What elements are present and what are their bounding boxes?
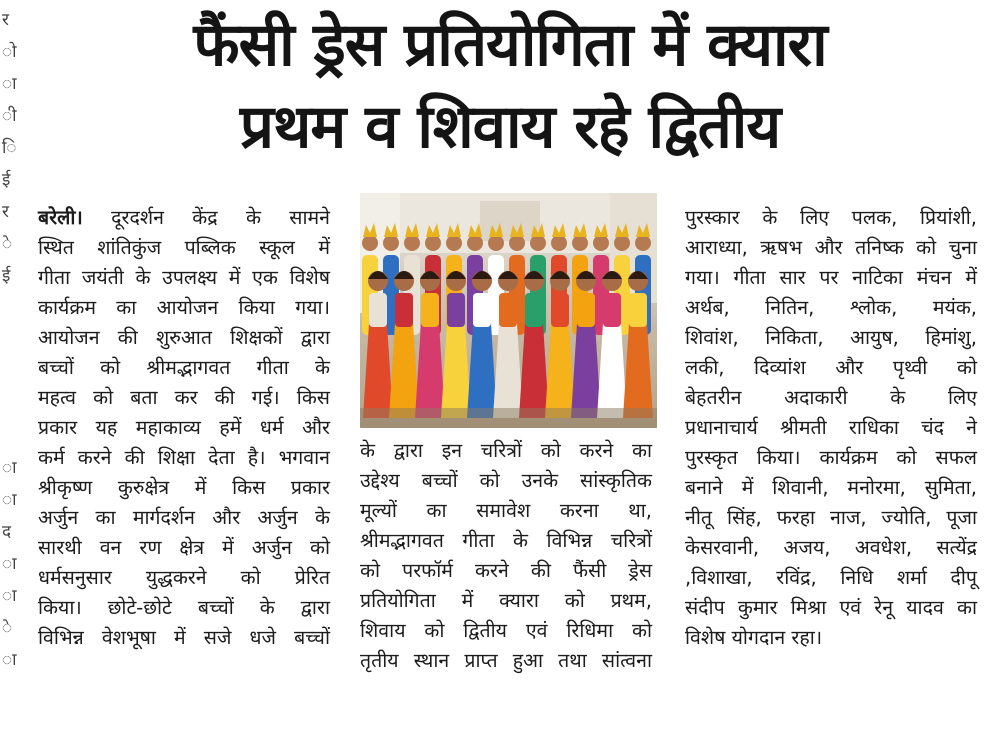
edge-glyph: ा bbox=[2, 490, 17, 510]
column-1-line: महत्व को बता कर की गई। किस bbox=[38, 386, 330, 409]
column-3-line: ,विशाखा, रविंद्र, निधि शर्मा दीपू bbox=[685, 566, 977, 589]
headline-line-2: प्रथम व शिवाय रहे द्वितीय bbox=[239, 92, 781, 162]
dateline: बरेली। bbox=[38, 206, 83, 229]
edge-glyph: ई bbox=[2, 266, 11, 286]
column-3-line: लकी, दिव्यांश और पृथ्वी को bbox=[685, 356, 977, 379]
edge-glyph: र bbox=[2, 10, 9, 30]
headline-line-1: फैंसी ड्रेस प्रतियोगिता में क्यारा bbox=[193, 10, 827, 80]
edge-glyph bbox=[0, 420, 22, 452]
column-2-line: तृतीय स्थान प्राप्त हुआ तथा सांत्वना bbox=[360, 649, 652, 672]
column-2-line: शिवाय को द्वितीय एवं रिधिमा को bbox=[360, 619, 652, 642]
column-1-line: विभिन्न वेशभूषा में सजे धजे बच्चों bbox=[38, 626, 330, 649]
edge-glyph: ा bbox=[2, 554, 17, 574]
column-2-line: उद्देश्य बच्चों को उनके सांस्कृतिक bbox=[360, 469, 652, 492]
article-column-1 bbox=[38, 203, 330, 653]
column-2-line: को परफॉर्म करने की फैंसी ड्रेस bbox=[360, 559, 652, 582]
column-1-line: दूरदर्शन केंद्र के सामने bbox=[82, 206, 330, 229]
edge-glyph: ई bbox=[2, 170, 11, 190]
edge-glyph: र bbox=[2, 202, 9, 222]
edge-glyph: ा bbox=[2, 74, 17, 94]
column-3-line: बेहतरीन अदाकारी के लिए bbox=[685, 386, 977, 409]
edge-glyph: े bbox=[2, 618, 13, 638]
column-2-line: श्रीमद्भागवत गीता के विभिन्न चरित्रों bbox=[360, 529, 652, 552]
column-3-line: अर्थब, नितिन, श्लोक, मयंक, bbox=[685, 296, 977, 319]
column-1-line: स्थित शांतिकुंज पब्लिक स्कूल में bbox=[38, 236, 330, 259]
edge-glyph: ा bbox=[2, 458, 17, 478]
edge-glyph bbox=[0, 324, 22, 356]
column-3-line: विशेष योगदान रहा। bbox=[685, 626, 823, 649]
column-2-line: प्रतियोगिता में क्यारा को प्रथम, bbox=[360, 589, 652, 612]
edge-glyph: द bbox=[2, 522, 12, 542]
column-3-line: पुरस्कृत किया। कार्यक्रम को सफल bbox=[685, 446, 977, 469]
column-1-line: गीता जयंती के उपलक्ष्य में एक विशेष bbox=[38, 266, 330, 289]
column-1-line: धर्मसनुसार युद्धकरने को प्रेरित bbox=[38, 566, 330, 589]
edge-glyph: ा bbox=[2, 650, 17, 670]
column-3-line: गया। गीता सार पर नाटिका मंचन में bbox=[685, 266, 977, 289]
column-1-line: बच्चों को श्रीमद्भागवत गीता के bbox=[38, 356, 330, 379]
page-edge-fragments bbox=[0, 0, 22, 730]
column-3-line: बनाने में शिवानी, मनोरमा, सुमिता, bbox=[685, 476, 977, 499]
column-1-line: अर्जुन का मार्गदर्शन और अर्जुन के bbox=[38, 506, 330, 529]
column-3-line: शिवांश, निकिता, आयुष, हिमांशु, bbox=[685, 326, 977, 349]
column-3-line: आराध्या, ऋषभ और तनिष्क को चुना bbox=[685, 236, 977, 259]
article-column-3 bbox=[685, 203, 977, 653]
children-costume-illustration bbox=[360, 193, 657, 428]
edge-glyph: ी bbox=[2, 106, 17, 126]
event-photo bbox=[360, 193, 657, 428]
child-figure bbox=[441, 271, 471, 418]
column-1-line: किया। छोटे-छोटे बच्चों के द्वारा bbox=[38, 596, 330, 619]
column-1-line: प्रकार यह महाकाव्य हमें धर्म और bbox=[38, 416, 330, 439]
column-1-line: श्रीकृष्ण कुरुक्षेत्र में किस प्रकार bbox=[38, 476, 330, 499]
headline bbox=[30, 4, 990, 168]
article-column-2 bbox=[360, 436, 652, 676]
column-1-line: कार्यक्रम का आयोजन किया गया। bbox=[38, 296, 330, 319]
edge-glyph bbox=[0, 292, 22, 324]
edge-glyph: ि bbox=[2, 138, 17, 158]
column-1-line: कर्म करने की शिक्षा देता है। भगवान bbox=[38, 446, 330, 469]
column-1-line: आयोजन की शुरुआत शिक्षकों द्वारा bbox=[38, 326, 330, 349]
edge-glyph bbox=[0, 356, 22, 388]
edge-glyph: े bbox=[2, 234, 13, 254]
column-3-line: संदीप कुमार मिश्रा एवं रेनू यादव का bbox=[685, 596, 977, 619]
column-3-line: पुरस्कार के लिए पलक, प्रियांशी, bbox=[685, 206, 977, 229]
edge-glyph bbox=[0, 388, 22, 420]
child-figure bbox=[545, 271, 575, 418]
column-2-line: मूल्यों का समावेश करना था, bbox=[360, 499, 652, 522]
column-3-line: प्रधानाचार्य श्रीमती राधिका चंद ने bbox=[685, 416, 977, 439]
column-3-line: केसरवानी, अजय, अवधेश, सत्येंद्र bbox=[685, 536, 977, 559]
edge-glyph: ा bbox=[2, 586, 17, 606]
column-1-line: सारथी वन रण क्षेत्र में अर्जुन को bbox=[38, 536, 330, 559]
column-3-line: नीतू सिंह, फरहा नाज, ज्योति, पूजा bbox=[685, 506, 977, 529]
column-2-line: के द्वारा इन चरित्रों को करने का bbox=[360, 439, 652, 462]
edge-glyph: ो bbox=[2, 42, 17, 62]
